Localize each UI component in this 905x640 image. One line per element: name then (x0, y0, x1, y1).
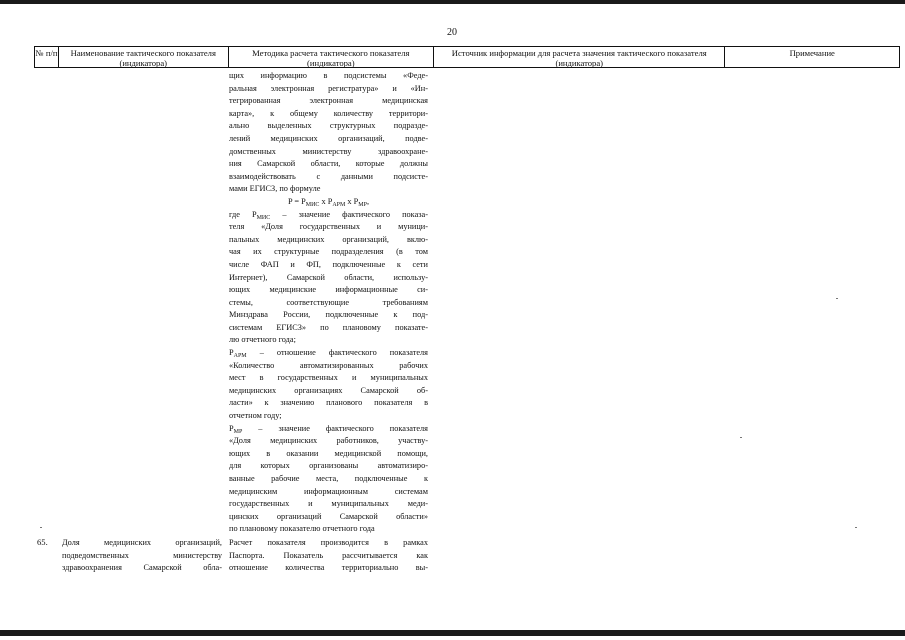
method-line: взаимодействовать с данными подсисте- (229, 171, 428, 181)
table-header (34, 46, 900, 68)
method-line: домственных министерству здравоохране- (229, 146, 428, 156)
method-line: медицинским информационным системам (229, 486, 428, 496)
name-line: Доля медицинских организаций, (62, 538, 222, 547)
parm-definition: $P_{АРМ}$ – отношение фактического показателя (229, 348, 428, 360)
method-line: для которых организованы автоматизиро- (229, 461, 428, 471)
method-line: ванные рабочие места, подключенные к (229, 474, 428, 483)
method-line: ральная электронная регистратура» и «Ин- (229, 83, 428, 93)
method-line: цинских организаций Самарской области» (229, 511, 428, 521)
scan-speck (740, 437, 742, 438)
bottom-border (0, 630, 905, 636)
header-source: Источник информации для расчета значения тактического показателя (индикатора) (434, 47, 725, 67)
method-line: Расчет показателя производится в рамках (229, 538, 428, 547)
scan-speck (836, 298, 838, 299)
method-line: карта», к общему количеству территори- (229, 108, 428, 118)
method-line: числе ФАП и ФП, подключенные к сети (229, 259, 428, 269)
method-line: лений медицинских организаций, подве- (229, 133, 428, 143)
method-continuation (229, 70, 428, 536)
header-note: Примечание (789, 48, 835, 58)
method-line: Интернет), Самарской области, использу- (229, 272, 428, 282)
method-line: отношение количества территориально вы- (229, 563, 428, 573)
name-line: здравоохранения Самарской обла- (62, 563, 222, 573)
method-line: системам ЕГИСЗ» по плановому показате- (229, 322, 428, 332)
method-line: ющих в оказании медицинской помощи, (229, 448, 428, 458)
method-line: теля «Доля государственных и муници- (229, 222, 428, 232)
method-line: Паспорта. Показатель рассчитывается как (229, 550, 428, 560)
row-65-indicator-name (62, 537, 222, 575)
method-line: ющих медицинские информационные си- (229, 285, 428, 295)
scan-speck (855, 527, 857, 528)
page-number: 20 (447, 27, 457, 38)
header-number: № п/п (35, 47, 59, 67)
method-line: мами ЕГИСЗ, по формуле (229, 184, 321, 194)
method-line: Минздрава России, подключенные к под- (229, 310, 428, 320)
method-line: медицинских организациях Самарской об- (229, 385, 428, 395)
method-line: государственных и муниципальных меди- (229, 499, 428, 509)
row-65-number: 65. (37, 537, 48, 547)
method-line: ния Самарской области, которые должны (229, 159, 428, 169)
method-line: «Доля медицинских работников, участву- (229, 436, 428, 446)
formula: $P = P_{МИС}$ x $P_{АРМ}$ x $P_{МР}$, (287, 196, 370, 208)
method-line: щих информацию в подсистемы «Феде- (229, 71, 428, 80)
method-line: отчетном году; (229, 411, 282, 421)
method-line: лю отчетного года; (229, 335, 296, 345)
method-line: мест в государственных и муниципальных (229, 373, 428, 383)
method-line: чая их структурные подразделения (в том (229, 247, 428, 257)
header-method: Методика расчета тактического показателя (индикатора) (229, 47, 435, 67)
method-line: «Количество автоматизированных рабочих (229, 360, 428, 370)
method-line: по плановому показателю отчетного года (229, 524, 375, 534)
method-line: тегрированная электронная медицинская (229, 96, 428, 106)
scan-speck (40, 527, 42, 528)
name-line: подведомственных министерству (62, 550, 222, 560)
method-line: стемы, соответствующие требованиям (229, 297, 428, 307)
header-indicator-name: Наименование тактического показателя (индикатора) (59, 47, 229, 67)
method-line: пальных медицинских организаций, вклю- (229, 234, 428, 244)
top-border (0, 0, 905, 4)
method-line: ласти» к значению планового показателя в (229, 398, 428, 408)
method-line: ально выделенных структурных подразде- (229, 121, 428, 131)
pmis-definition: где $P_{МИС}$ – значение фактического показа- (229, 209, 428, 221)
pmr-definition: $P_{МР}$ – значение фактического показателя (229, 423, 428, 435)
row-65-method (229, 537, 428, 575)
